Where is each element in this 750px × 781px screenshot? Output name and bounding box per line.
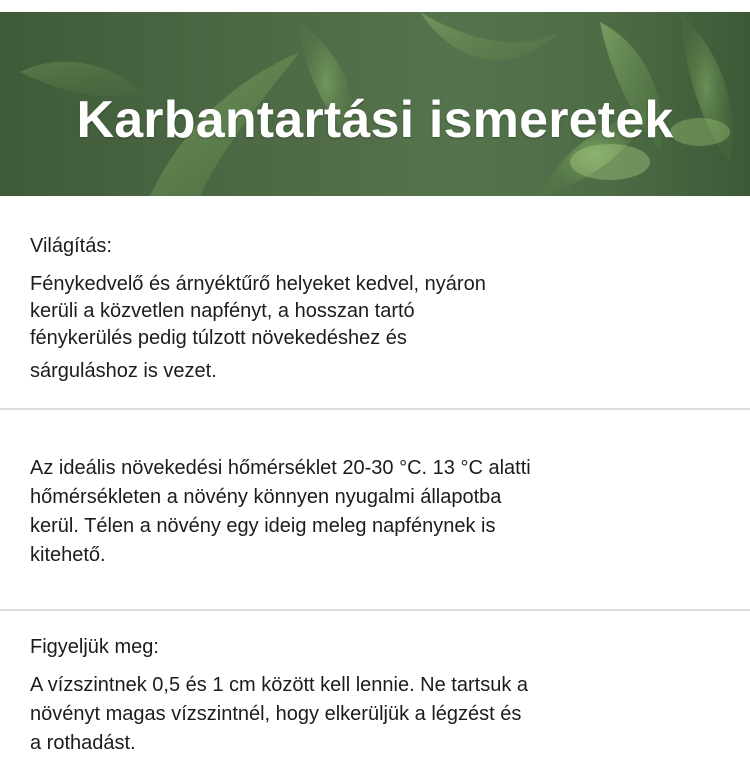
paragraph-line: kerül. Télen a növény egy ideig meleg napfénynek is	[30, 515, 496, 537]
paragraph-line: kerüli a közvetlen napfényt, a hosszan tartó	[30, 300, 415, 322]
paragraph-line: hőmérsékleten a növény könnyen nyugalmi állapotba	[30, 486, 502, 508]
section-label: Figyeljük meg:	[30, 636, 159, 658]
section-divider	[0, 408, 750, 410]
header-banner	[0, 12, 750, 196]
page-title: Karbantartási ismeretek	[76, 91, 674, 149]
section-divider	[0, 609, 750, 611]
paragraph-line: fénykerülés pedig túlzott növekedéshez és	[30, 327, 407, 349]
paragraph-line: a rothadást.	[30, 732, 136, 754]
section-label: Világítás:	[30, 235, 112, 257]
paragraph-line: sárguláshoz is vezet.	[30, 360, 217, 382]
paragraph-line: növényt magas vízszintnél, hogy elkerüljük a légzést és	[30, 703, 522, 725]
paragraph-line: A vízszintnek 0,5 és 1 cm között kell lennie. Ne tartsuk a	[30, 674, 529, 696]
paragraph-line: Fénykedvelő és árnyéktűrő helyeket kedvel, nyáron	[30, 273, 486, 295]
paragraph-line: Az ideális növekedési hőmérséklet 20-30 °C. 13 °C alatti	[30, 457, 531, 479]
paragraph-line: kitehető.	[30, 544, 106, 566]
